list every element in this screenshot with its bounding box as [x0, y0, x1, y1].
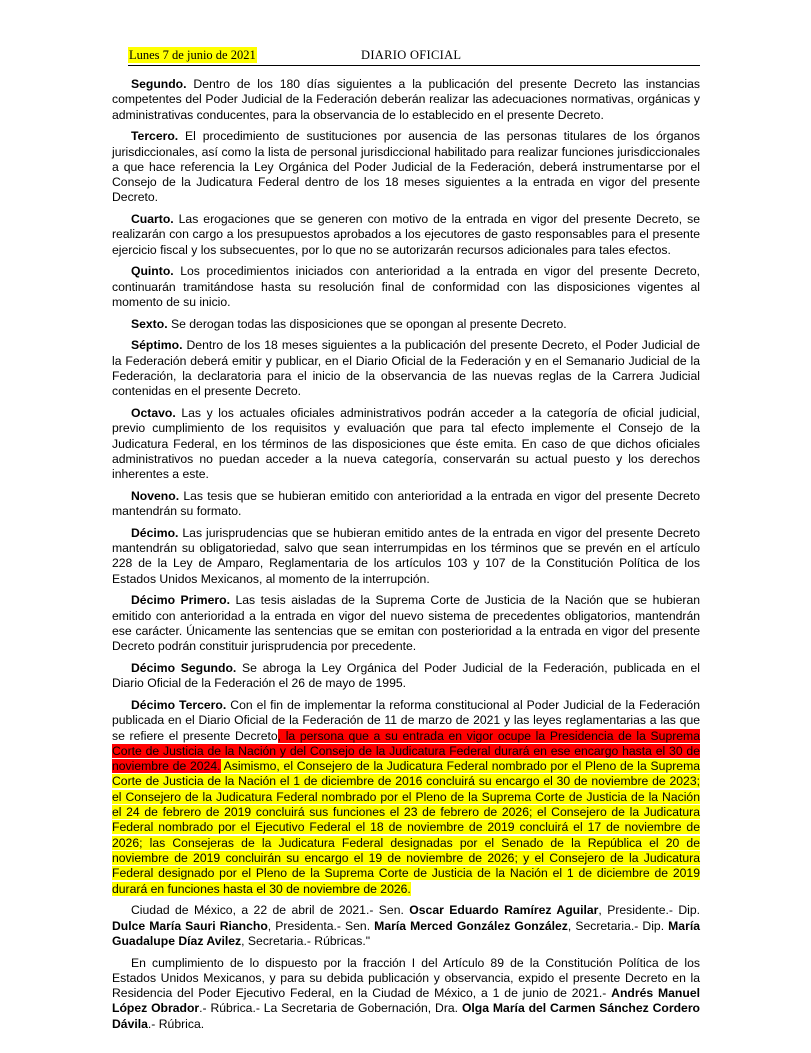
- signatory-name: Dulce María Sauri Riancho: [112, 918, 268, 933]
- secretary-name: Olga María del Carmen Sánchez Cordero Dávila: [112, 1001, 701, 1031]
- signatory-role: , Presidente.- Dip.: [598, 903, 700, 918]
- promulgation-text: En cumplimiento de lo dispuesto por la fracción I del Artículo 89 de la Constitución Política de los Estados Unidos Mexicanos, y para su debida publicación y observancia, expido el presente Decreto en la Residencia del Poder Ejecutivo Federal, en la Ciudad de México, a 1 de junio de 2021.-: [112, 955, 700, 1001]
- header-publication-title: DIARIO OFICIAL: [361, 48, 462, 62]
- article-sexto: [112, 317, 700, 332]
- signatory-name: María Merced González González: [374, 918, 568, 933]
- president-name: Andrés Manuel López Obrador: [112, 986, 700, 1016]
- article-cuarto: [112, 212, 700, 258]
- signatures-intro: Ciudad de México, a 22 de abril de 2021.- Sen.: [131, 903, 410, 918]
- article-octavo: [112, 406, 700, 482]
- article-heading: Sexto.: [131, 316, 168, 331]
- article-noveno: [112, 489, 700, 520]
- signatures-paragraph: [112, 903, 700, 949]
- article-segundo: [112, 77, 700, 123]
- article-text: Se abroga la Ley Orgánica del Poder Judicial de la Federación, publicada en el Diario Oficial de la Federación el 26 de mayo de 1995.: [112, 661, 700, 691]
- header-date: Lunes 7 de junio de 2021: [129, 48, 256, 62]
- article-heading: Décimo.: [131, 525, 179, 540]
- signatory-role: , Presidenta.- Sen.: [267, 918, 375, 933]
- signatory-role: , Secretaria.- Rúbricas.": [241, 933, 371, 948]
- article-decimo-tercero: [112, 698, 700, 897]
- article-heading: Quinto.: [131, 264, 174, 279]
- article-heading: Segundo.: [131, 77, 187, 91]
- article-decimo: [112, 526, 700, 587]
- article-text: Los procedimientos iniciados con anterioridad a la entrada en vigor del presente Decreto, continuarán tramitándose hasta su resolución final de conformidad con las disposiciones vigentes al momento de su inicio.: [112, 264, 700, 310]
- article-text: El procedimiento de sustituciones por ausencia de las personas titulares de los órganos jurisdiccionales, así como la lista de personal jurisdiccional habilitado para realizar funciones jurisdiccionales a que hace referencia la Ley Orgánica del Poder Judicial de la Federación, deberá instrumentarse por el Consejo de la Judicatura Federal dentro de los 18 meses siguientes a la entrada en vigor del presente Decreto.: [112, 129, 700, 205]
- signatory-role: , Secretaria.- Dip.: [567, 918, 669, 933]
- article-text: Las y los actuales oficiales administrativos podrán acceder a la categoría de oficial judicial, previo cumplimiento de los requisitos y evaluación que para tal efecto implemente el Consejo de la Judicatura Federal, en los términos de las disposiciones que éste emita. En caso de que dichos oficiales administrativos no puedan acceder a la nueva categoría, conservarán su actual puesto y los derechos inherentes a este.: [112, 405, 700, 482]
- article-text: Las erogaciones que se generen con motivo de la entrada en vigor del presente Decreto, se realizarán con cargo a los presupuestos aprobados a los ejecutores de gasto responsables para el presente ejercicio fiscal y los subsecuentes, por lo que no se autorizarán recursos adicionales para tales efectos.: [112, 212, 700, 257]
- article-heading: Décimo Primero.: [131, 593, 230, 608]
- article-text: Las jurisprudencias que se hubieran emitido antes de la entrada en vigor del presente Decreto mantendrán su obligatoriedad, salvo que sean interrumpidas en los términos que se prevén en el artículo 228 de la Ley de Amparo, Reglamentaria de los artículos 103 y 107 de la Constitución Política de los Estados Unidos Mexicanos, al momento de la interrupción.: [112, 525, 700, 586]
- promulgation-paragraph: [112, 956, 700, 1032]
- promulgation-mid: .- Rúbrica.- La Secretaria de Gobernación, Dra.: [199, 1001, 462, 1016]
- signatory-name: María Guadalupe Díaz Avilez: [112, 918, 700, 948]
- article-tercero: [112, 129, 700, 205]
- article-text: Las tesis aisladas de la Suprema Corte de Justicia de la Nación que se hubieran emitido con anterioridad a la entrada en vigor del nuevo sistema de precedentes obligatorios, mantendrán ese carácter. Únicamente las sentencias que se emitan con posterioridad a la entrada en vigor del presente Decreto podrán constituir jurisprudencia por precedente.: [112, 593, 701, 654]
- article-decimo-primero: [112, 593, 700, 654]
- article-quinto: [112, 264, 700, 310]
- highlight-red-passage: , la persona que a su entrada en vigor ocupe la Presidencia de la Suprema Corte de Justicia de la Nación y del Consejo de la Judicatura Federal durará en ese encargo hasta el 30 de noviembre de 2024.: [112, 728, 700, 774]
- article-text: Las tesis que se hubieran emitido con anterioridad a la entrada en vigor del presente Decreto mantendrán su formato.: [112, 488, 700, 519]
- article-heading: Décimo Tercero.: [131, 697, 227, 712]
- article-heading: Noveno.: [131, 488, 180, 503]
- signatory-name: Oscar Eduardo Ramírez Aguilar: [409, 903, 599, 918]
- article-text: Dentro de los 18 meses siguientes a la publicación del presente Decreto, el Poder Judicial de la Federación deberá emitir y publicar, en el Diario Oficial de la Federación y en el Semanario Judicial de la Federación, la declaratoria para el inicio de la observancia de las nuevas reglas de la Carrera Judicial contenidas en el presente Decreto.: [112, 338, 700, 399]
- article-heading: Séptimo.: [131, 338, 183, 353]
- article-heading: Tercero.: [131, 129, 179, 144]
- article-text: Dentro de los 180 días siguientes a la publicación del presente Decreto las instancias competentes del Poder Judicial de la Federación deberán realizar las adecuaciones normativas, orgánicas y administrativas conducentes, para la observancia de lo establecido en el presente Decreto.: [112, 77, 700, 122]
- page-header: [128, 47, 700, 66]
- promulgation-end: .- Rúbrica.: [147, 1016, 205, 1031]
- article-heading: Décimo Segundo.: [131, 661, 237, 675]
- article-text: Se derogan todas las disposiciones que se opongan al presente Decreto.: [167, 316, 567, 331]
- article-decimo-segundo: [112, 661, 700, 692]
- article-text: Con el fin de implementar la reforma constitucional al Poder Judicial de la Federación publicada en el Diario Oficial de la Federación de 11 de marzo de 2021 y las leyes reglamentarias a las que se refiere el presente Decreto: [112, 697, 700, 743]
- article-septimo: [112, 338, 700, 399]
- document-body: [112, 77, 700, 1038]
- article-heading: Octavo.: [131, 405, 176, 420]
- article-heading: Cuarto.: [131, 212, 174, 227]
- highlight-yellow-passage: Asimismo, el Consejero de la Judicatura Federal nombrado por el Pleno de la Suprema Corte de Justicia de la Nación el 1 de diciembre de 2016 concluirá su encargo el 30 de noviembre de 2023; el Consejero de la Judicatura Federal nombrado por el Pleno de la Suprema Corte de Justicia de la Nación el 24 de febrero de 2019 concluirá sus funciones el 23 de febrero de 2026; el Consejero de la Judicatura Federal nombrado por el Ejecutivo Federal el 18 de noviembre de 2019 concluirá el 17 de noviembre de 2026; las Consejeras de la Judicatura Federal designadas por el Senado de la República el 20 de noviembre de 2019 concluirán su encargo el 19 de noviembre de 2026; y el Consejero de la Judicatura Federal designado por el Pleno de la Suprema Corte de Justicia de la Nación el 1 de diciembre de 2019 durará en funciones hasta el 30 de noviembre de 2026.: [112, 759, 701, 896]
